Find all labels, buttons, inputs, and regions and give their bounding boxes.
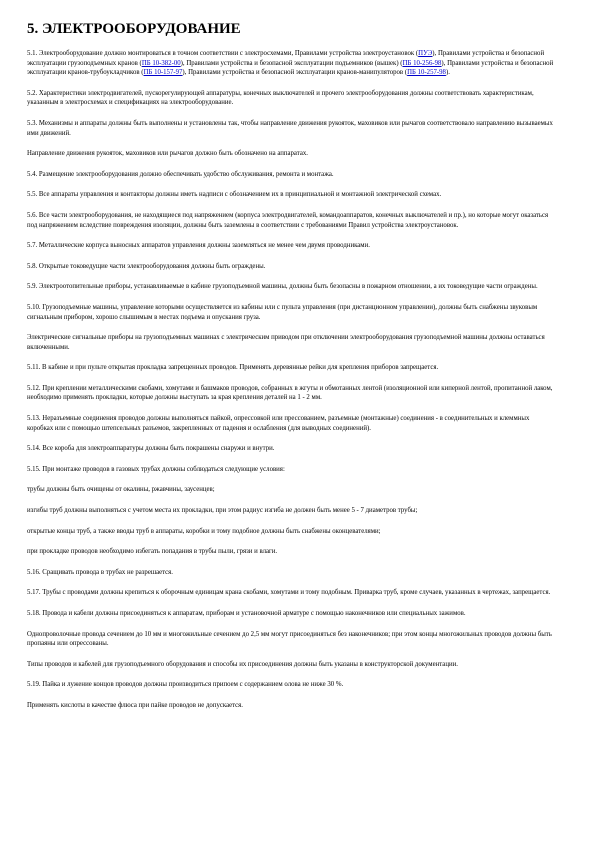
paragraph-text: 5.12. При креплении металлическими скобами, хомутами и башмаков проводов, собранных в жгуты и обмотанных лентой (изоляционной или киперной лентой, пропитанной лаком, необходимо применять прокладки, которые должны выступать за края крепления деталей на 1 - 2 мм. [27, 384, 553, 402]
paragraph [27, 119, 557, 138]
paragraph-text: 5.4. Размещение электрооборудования должно обеспечивать удобство обслуживания, ремонта и монтажа. [27, 170, 334, 178]
paragraph-text: изгибы труб должны выполняться с учетом места их прокладки, при этом радиус изгиба не должен быть менее 5 - 7 диаметров трубы; [27, 507, 418, 515]
paragraph-text: 5.19. Пайка и лужение концов проводов должны производиться припоем с содержанием олова не ниже 30 %. [27, 681, 344, 689]
paragraph [27, 363, 557, 373]
paragraph-text: 5.2. Характеристики электродвигателей, пускорегулирующей аппаратуры, конечных выключателей и прочего электрооборудования должны соответствовать характеристикам, указанным в электросхемах и спецификациях на электрооборудование. [27, 89, 534, 107]
paragraph-text: 5.1. Электрооборудование должно монтироваться в точном соответствии с электросхемами, Правилами устройства электроустановок ( [27, 50, 419, 57]
section-title: 5. ЭЛЕКТРООБОРУДОВАНИЕ [27, 21, 241, 37]
paragraph-text: 5.18. Провода и кабели должны присоединяться к аппаратам, приборам и установочной арматуре с помощью наконечников или специальных зажимов. [27, 610, 466, 617]
paragraph [27, 414, 557, 433]
paragraph-text: открытые концы труб, а также вводы труб в аппараты, коробки и тому подобное должны быть снабжены оконцевателями; [27, 527, 381, 535]
paragraph [27, 384, 557, 403]
document-link[interactable]: ПБ 10-257-98 [407, 69, 446, 77]
document-link[interactable]: ПУЭ [418, 50, 433, 57]
paragraph-text: 5.13. Неразъемные соединения проводов должны выполняться пайкой, опрессовкой или прессованием, разъемные (монтажные) соединения - в соединительных и клеммных коробках или с помощью штепсельных разъемов, закрепленных от падения и ослабления (для выводных соединений). [27, 415, 530, 432]
paragraph [27, 49, 557, 78]
paragraph-text: Типы проводов и кабелей для грузоподъемного оборудования и способы их присоединения должны быть указаны в конструкторской документации. [27, 660, 458, 668]
paragraph-text: 5.5. Все аппараты управления и контакторы должны иметь надписи с обозначением их в принципиальной и монтажной электрической схемах. [27, 191, 442, 199]
paragraph-text: 5.10. Грузоподъемные машины, управление которыми осуществляется из кабины или с пульта управления (при дистанционном управлении), должны быть снабжены звуковым сигнальным прибором, хорошо слышимым в местах подъема и опускания груза. [27, 303, 538, 321]
paragraph [27, 547, 557, 557]
paragraph-text: 5.11. В кабине и при пульте открытая прокладка запрещенных проводов. Применять деревянные рейки для крепления приборов запрещается. [27, 364, 439, 372]
paragraph [27, 333, 557, 352]
paragraph-text: ), Правилами устройства и безопасной эксплуатации кранов-трубоукладчиков ( [27, 59, 554, 77]
document-link[interactable]: ПБ 10-382-00 [141, 59, 181, 67]
paragraph-text: 5.3. Механизмы и аппараты должны быть выполнены и установлены так, чтобы направление движения рукояток, маховиков или рычагов соответствовало направлению вызываемых ими движений. [27, 119, 553, 137]
paragraph [27, 588, 557, 598]
document-link[interactable]: ПБ 10-157-97 [143, 69, 183, 77]
paragraph-text: 5.17. Трубы с проводами должны крепиться к оборочным единицам крана скобами, хомутами и тому подобным. Приварка труб, кроме случаев, указанных в чертежах, запрещается. [27, 589, 551, 597]
paragraph [27, 211, 557, 230]
paragraph-text: 5.15. При монтаже проводов в газовых трубах должны соблюдаться следующие условия: [27, 465, 285, 473]
paragraph [27, 465, 557, 475]
paragraph [27, 701, 557, 711]
paragraph [27, 680, 557, 690]
paragraph-text: ). [445, 69, 450, 77]
paragraph-text: 5.14. Все короба для электроаппаратуры должны быть покрашены снаружи и внутри. [27, 445, 275, 453]
paragraph [27, 485, 557, 495]
paragraph-text: ), Правилами устройства и безопасной эксплуатации грузоподъемных кранов ( [27, 50, 545, 67]
paragraph [27, 89, 557, 108]
paragraph-text: 5.16. Сращивать провода в трубах не разрешается. [27, 568, 173, 576]
paragraph [27, 444, 557, 454]
paragraph-text: трубы должны быть очищены от окалины, ржавчины, заусенцев; [27, 486, 215, 494]
paragraph-text: ), Правилами устройства и безопасной эксплуатации подъемников (вышек) ( [180, 59, 403, 67]
paragraph-text: Электрические сигнальные приборы на грузоподъемных машинах с электрическим приводом при отключении электрооборудования грузоподъемной машины должны оставаться включенными. [27, 334, 545, 351]
paragraph [27, 568, 557, 578]
paragraph-text: при прокладке проводов необходимо избегать попадания в трубы пыли, грязи и влаги. [27, 548, 278, 556]
document-page [27, 20, 557, 722]
paragraph-text: 5.7. Металлические корпуса выносных аппаратов управления должны заземляться не менее чем двумя проводниками. [27, 242, 370, 250]
paragraph-text: Направление движения рукояток, маховиков или рычагов должно быть обозначено на аппаратах. [27, 150, 308, 158]
paragraph-text: ), Правилами устройства и безопасной эксплуатации кранов-манипуляторов ( [182, 69, 408, 77]
paragraph [27, 241, 557, 251]
document-link[interactable]: ПБ 10-256-98 [402, 59, 442, 67]
paragraph-text: Однопроволочные провода сечением до 10 мм и многожильные сечением до 2,5 мм могут присоединяться без наконечников; при этом концы многожильных проводов должны быть пропаяны или опрессованы. [27, 630, 552, 648]
section-body [27, 49, 557, 711]
paragraph [27, 149, 557, 159]
paragraph [27, 190, 557, 200]
paragraph [27, 630, 557, 649]
paragraph-text: 5.9. Электроотопительные приборы, устанавливаемые в кабине грузоподъемной машины, должны быть безопасны в пожарном отношении, а их токоведущие части ограждены. [27, 283, 538, 291]
paragraph-text: Применять кислоты в качестве флюса при пайке проводов не допускается. [27, 701, 244, 709]
paragraph [27, 282, 557, 292]
paragraph [27, 609, 557, 619]
paragraph-text: 5.6. Все части электрооборудования, не находящиеся под напряжением (корпуса электродвигателей, командоаппаратов, конечных выключателей и пр.), но которые могут оказаться под напряжением вследствие повреждения изоляции, должны быть заземлены в соответствии с требованиями Правил устройства электроустановок. [27, 211, 549, 229]
paragraph [27, 527, 557, 537]
paragraph [27, 262, 557, 272]
paragraph [27, 506, 557, 516]
paragraph-text: 5.8. Открытые токоведущие части электрооборудования должны быть ограждены. [27, 262, 266, 270]
paragraph [27, 170, 557, 180]
paragraph [27, 660, 557, 670]
paragraph [27, 303, 557, 322]
